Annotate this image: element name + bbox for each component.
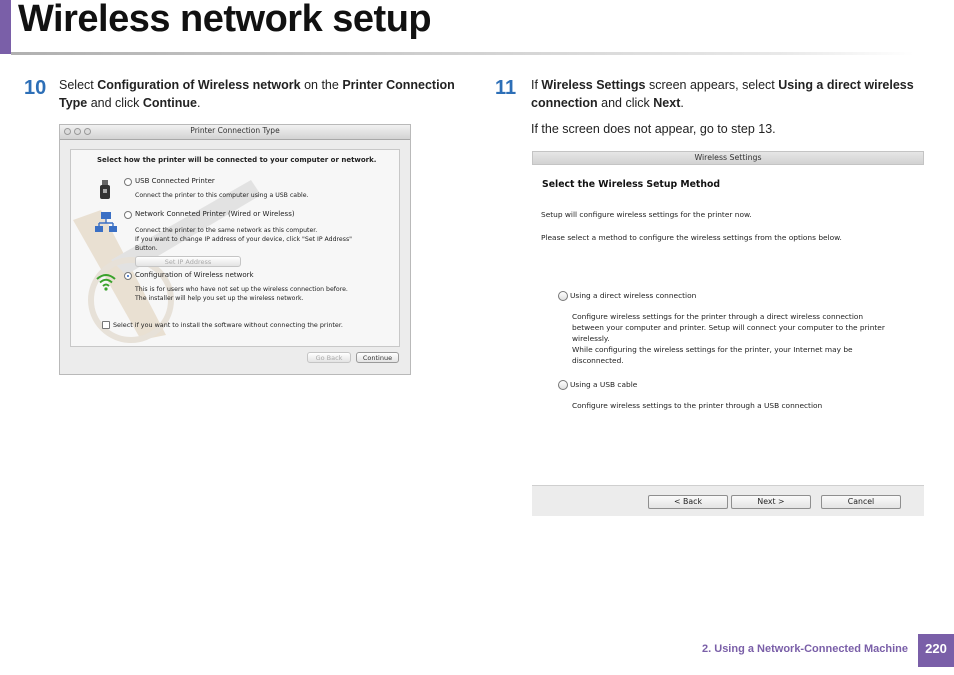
dialog-title: Printer Connection Type — [190, 126, 280, 135]
title-rule — [11, 52, 914, 55]
usb-cable-label[interactable]: Using a USB cable — [570, 380, 638, 389]
configuration-wireless-radio[interactable] — [124, 272, 132, 280]
step-10-text-3: and click — [87, 96, 143, 110]
network-connected-radio[interactable] — [124, 211, 132, 219]
dialog-titlebar — [60, 125, 410, 140]
setup-info-line-2: Please select a method to configure the wireless settings from the options below. — [541, 233, 842, 242]
wifi-icon — [96, 273, 116, 291]
step-11-text-1: If — [531, 78, 542, 92]
continue-button[interactable]: Continue — [356, 352, 399, 363]
step-11-bold-1: Wireless Settings — [541, 78, 646, 92]
step-10-bold-2: Printer Connection Type — [59, 78, 455, 110]
installer-background-watermark — [71, 150, 400, 347]
direct-wireless-desc-3: wirelessly. — [572, 334, 610, 343]
usb-connected-desc: Connect the printer to this computer using a USB cable. — [135, 192, 309, 199]
usb-icon — [99, 180, 111, 200]
dialog-content-panel — [70, 149, 400, 347]
footer-section-title: 2. Using a Network-Connected Machine — [702, 643, 908, 655]
step-10-text-4: . — [197, 96, 201, 110]
set-ip-address-button[interactable]: Set IP Address — [135, 256, 241, 267]
install-without-connecting-checkbox[interactable] — [102, 321, 110, 329]
step-11-text-4: . — [680, 96, 684, 110]
dialog-heading: Select how the printer will be connected to your computer or network. — [97, 156, 377, 164]
next-button[interactable]: Next > — [731, 495, 811, 509]
install-without-connecting-label[interactable]: Select if you want to install the software without connecting the printer. — [113, 321, 343, 329]
step-11-note: If the screen does not appear, go to step 13. — [531, 122, 776, 136]
configuration-wireless-desc-2: The installer will help you set up the wireless network. — [135, 295, 304, 302]
step-11-text-3: and click — [597, 96, 654, 110]
direct-wireless-desc-1: Configure wireless settings for the printer through a direct wireless connection — [572, 312, 864, 321]
network-connected-label[interactable]: Network Conneted Printer (Wired or Wireless) — [135, 210, 295, 218]
step-11-text-2: screen appears, select — [645, 78, 779, 92]
direct-wireless-desc-2: between your computer and printer. Setup will connect your computer to the printer — [572, 323, 885, 332]
network-icon — [95, 212, 117, 234]
step-10-instruction — [59, 76, 469, 112]
back-button[interactable]: < Back — [648, 495, 728, 509]
usb-connected-label[interactable]: USB Connected Printer — [135, 177, 215, 185]
page-title: Wireless network setup — [18, 0, 432, 40]
direct-wireless-radio[interactable] — [558, 291, 568, 301]
title-accent-bar — [0, 0, 11, 54]
dialog-heading: Select the Wireless Setup Method — [542, 179, 721, 190]
setup-info-line-1: Setup will configure wireless settings for the printer now. — [541, 210, 752, 219]
network-connected-desc-3: Button. — [135, 245, 158, 252]
step-10-text-2: on the — [300, 78, 343, 92]
network-connected-desc-2: If you want to change IP address of your device, click "Set IP Address" — [135, 236, 353, 243]
step-10-number: 10 — [24, 77, 47, 99]
usb-connected-radio[interactable] — [124, 178, 132, 186]
dialog-titlebar — [532, 151, 924, 165]
direct-wireless-desc-5: disconnected. — [572, 356, 624, 365]
network-connected-desc-1: Connect the printer to the same network as this computer. — [135, 227, 318, 234]
configuration-wireless-desc-1: This is for users who have not set up the wireless connection before. — [135, 286, 348, 293]
step-10-text-1: Select — [59, 78, 98, 92]
wireless-settings-dialog — [532, 151, 924, 515]
go-back-button[interactable]: Go Back — [307, 352, 351, 363]
step-11-number: 11 — [495, 77, 517, 99]
usb-cable-radio[interactable] — [558, 380, 568, 390]
usb-cable-desc: Configure wireless settings to the printer through a USB connection — [572, 401, 823, 410]
step-11-bold-2: Using a direct wireless connection — [531, 78, 914, 110]
page-number: 220 — [918, 634, 954, 667]
printer-connection-type-dialog — [59, 124, 411, 375]
step-11-instruction — [531, 76, 923, 112]
direct-wireless-label[interactable]: Using a direct wireless connection — [570, 291, 697, 300]
step-10-bold-3: Continue — [142, 96, 198, 110]
step-11-bold-3: Next — [653, 96, 681, 110]
configuration-wireless-label[interactable]: Configuration of Wireless network — [135, 271, 254, 279]
dialog-title: Wireless Settings — [694, 153, 762, 162]
cancel-button[interactable]: Cancel — [821, 495, 901, 509]
direct-wireless-desc-4: While configuring the wireless settings for the printer, your Internet may be — [572, 345, 853, 354]
step-10-bold-1: Configuration of Wireless network — [97, 78, 301, 92]
